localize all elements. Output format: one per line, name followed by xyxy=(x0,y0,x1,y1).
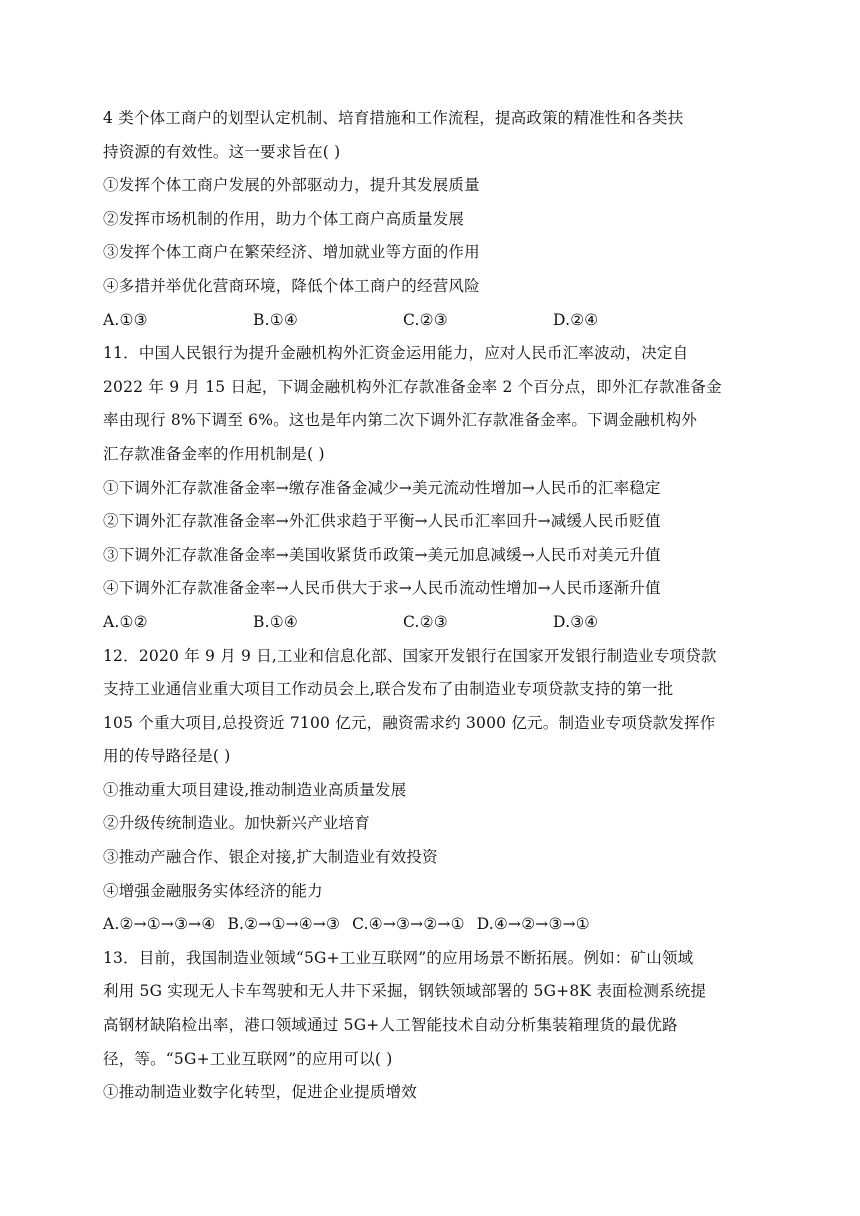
statement-1: ①下调外汇存款准备金率→缴存准备金减少→美元流动性增加→人民币的汇率稳定 xyxy=(103,478,661,497)
answer-options xyxy=(103,304,763,338)
option-c: C.④→③→②→① xyxy=(352,915,465,934)
option-c: C.②③ xyxy=(403,310,448,329)
option-a: A.①② xyxy=(103,612,148,631)
question-stem-line: 12．2020 年 9 月 9 日,工业和信息化部、国家开发银行在国家开发银行制造业专项贷款 xyxy=(103,646,717,665)
statement-4: ④增强金融服务实体经济的能力 xyxy=(103,881,323,900)
question-11 xyxy=(103,337,763,639)
option-c: C.②③ xyxy=(403,612,448,631)
statement-3: ③发挥个体工商户在繁荣经济、增加就业等方面的作用 xyxy=(103,243,480,262)
option-b: B.①④ xyxy=(253,612,298,631)
question-stem-line: 105 个重大项目,总投资近 7100 亿元，融资需求约 3000 亿元。制造业专项贷款发挥作 xyxy=(103,713,716,732)
answer-options xyxy=(103,606,763,640)
question-stem-line: 支持工业通信业重大项目工作动员会上,联合发布了由制造业专项贷款支持的第一批 xyxy=(103,680,674,699)
statement-3: ③推动产融合作、银企对接,扩大制造业有效投资 xyxy=(103,848,438,867)
question-12 xyxy=(103,640,763,942)
option-d: D.②④ xyxy=(553,310,599,329)
question-10 xyxy=(103,102,763,337)
exam-page xyxy=(103,102,763,1110)
question-stem-line: 利用 5G 实现无人卡车驾驶和无人井下采掘，钢铁领域部署的 5G+8K 表面检测系统提 xyxy=(103,982,707,1001)
statement-1: ①推动重大项目建设,推动制造业高质量发展 xyxy=(103,780,407,799)
option-a: A.①③ xyxy=(103,310,148,329)
answer-options xyxy=(103,908,763,942)
question-stem-line: 率由现行 8%下调至 6%。这也是年内第二次下调外汇存款准备金率。下调金融机构外 xyxy=(103,411,698,430)
question-stem-line: 2022 年 9 月 15 日起，下调金融机构外汇存款准备金率 2 个百分点，即外汇存款准备金 xyxy=(103,377,722,396)
question-stem-line: 13．目前，我国制造业领域“5G+工业互联网”的应用场景不断拓展。例如：矿山领域 xyxy=(103,948,694,967)
question-stem-line: 持资源的有效性。这一要求旨在( ) xyxy=(103,142,341,161)
statement-4: ④多措并举优化营商环境，降低个体工商户的经营风险 xyxy=(103,276,480,295)
question-stem-line: 11．中国人民银行为提升金融机构外汇资金运用能力，应对人民币汇率波动，决定自 xyxy=(103,344,689,363)
question-stem-line: 高钢材缺陷检出率，港口领域通过 5G+人工智能技术自动分析集装箱理货的最优路 xyxy=(103,1016,678,1035)
statement-1: ①发挥个体工商户发展的外部驱动力，提升其发展质量 xyxy=(103,176,480,195)
option-a: A.②→①→③→④ xyxy=(103,915,216,934)
question-stem-line: 用的传导路径是( ) xyxy=(103,747,231,766)
question-stem-line: 4 类个体工商户的划型认定机制、培育措施和工作流程，提高政策的精准性和各类扶 xyxy=(103,109,684,127)
statement-2: ②下调外汇存款准备金率→外汇供求趋于平衡→人民币汇率回升→减缓人民币贬值 xyxy=(103,512,661,531)
question-13 xyxy=(103,942,763,1110)
statement-4: ④下调外汇存款准备金率→人民币供大于求→人民币流动性增加→人民币逐渐升值 xyxy=(103,579,661,598)
option-d: D.④→②→③→① xyxy=(476,915,590,934)
option-b: B.①④ xyxy=(253,310,298,329)
statement-2: ②发挥市场机制的作用，助力个体工商户高质量发展 xyxy=(103,209,465,228)
statement-1: ①推动制造业数字化转型，促进企业提质增效 xyxy=(103,1083,418,1102)
option-b: B.②→①→④→③ xyxy=(227,915,341,934)
question-stem-line: 径，等。“5G+工业互联网”的应用可以( ) xyxy=(103,1049,393,1068)
statement-2: ②升级传统制造业。加快新兴产业培育 xyxy=(103,814,370,833)
question-stem-line: 汇存款准备金率的作用机制是( ) xyxy=(103,444,325,463)
option-d: D.③④ xyxy=(553,612,599,631)
statement-3: ③下调外汇存款准备金率→美国收紧货币政策→美元加息减缓→人民币对美元升值 xyxy=(103,545,661,564)
